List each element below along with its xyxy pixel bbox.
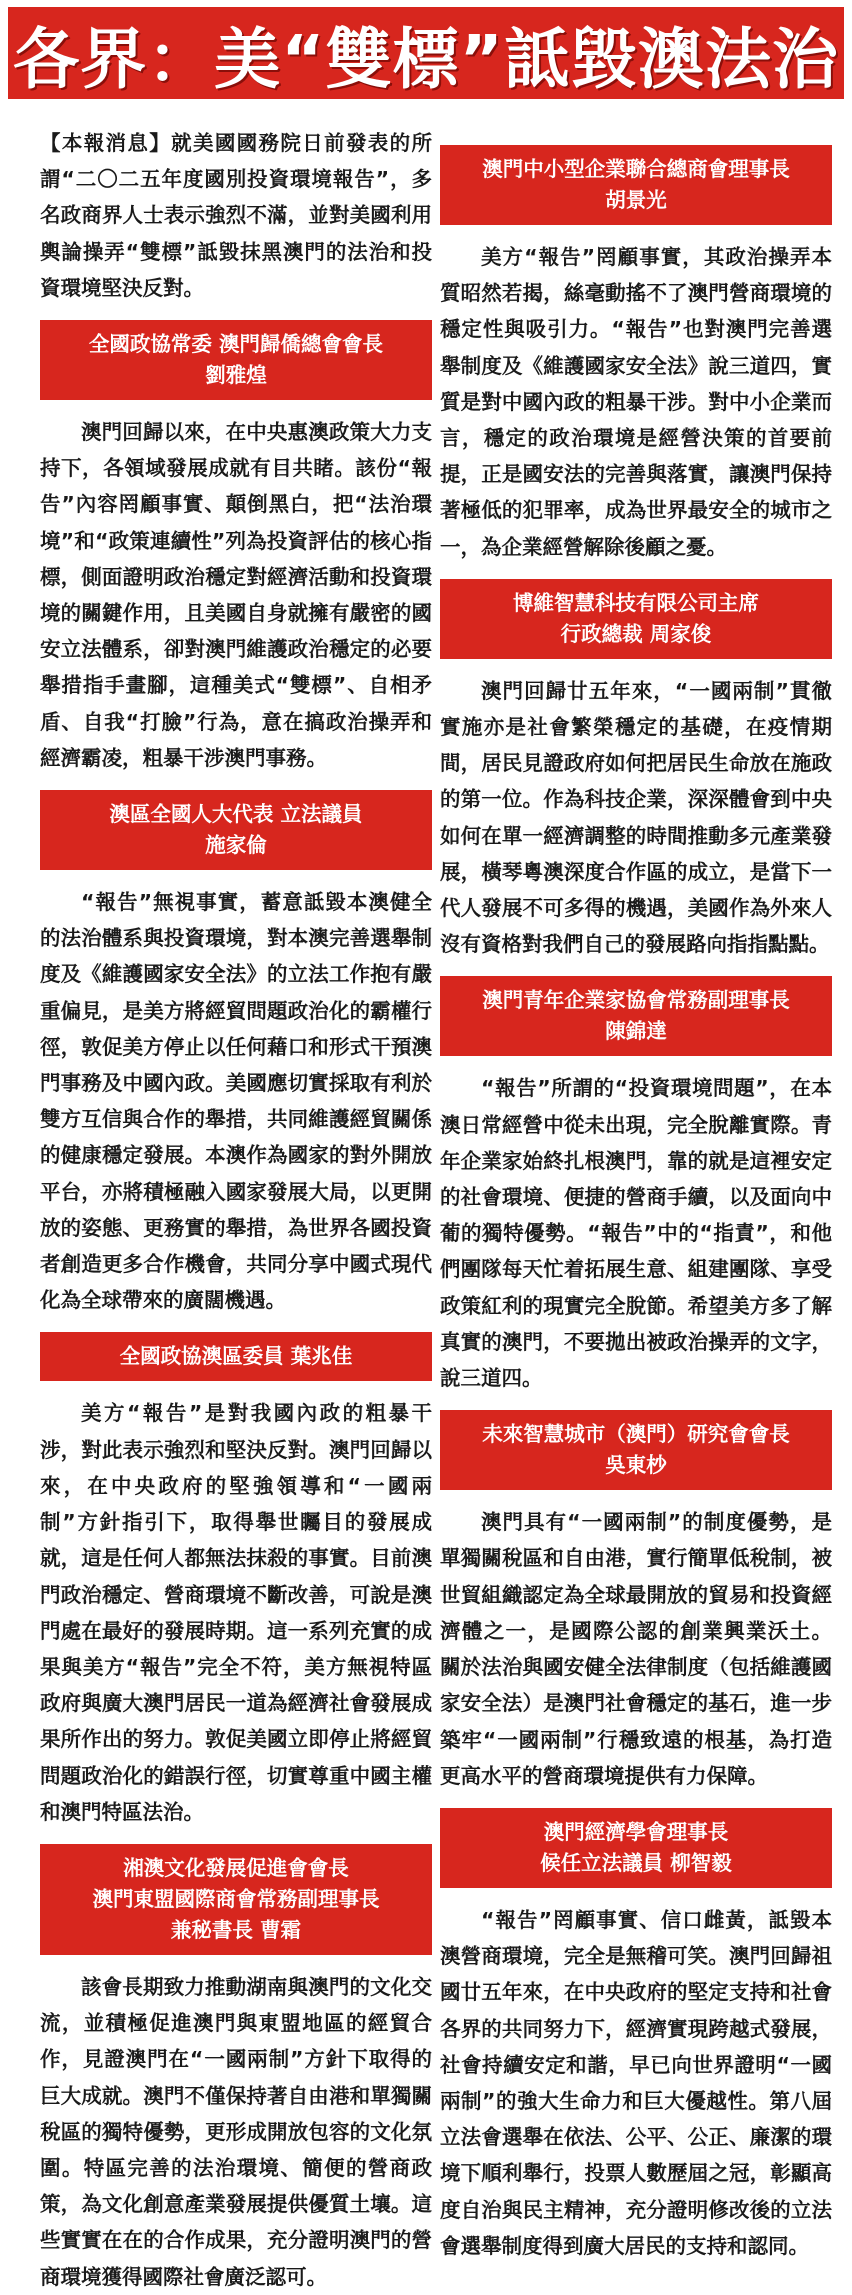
speaker-name-line: 行政總裁 周家俊	[560, 621, 712, 646]
speaker-title-line: 博維智慧科技有限公司主席	[513, 590, 759, 615]
statement-paragraph: “報告”罔顧事實、信口雌黃，詆毀本澳營商環境，完全是無稽可笑。澳門回歸祖國廿五年來，在中央政府的堅定支持和社會各界的共同努力下，經濟實現跨越式發展，社會持續安定和諧，早已向世界證明“一國兩制”的強大生命力和巨大優越性。第八屆立法會選舉在依法、公平、公正、廉潔的環境下順利舉行，投票人數歷屆之冠，彰顯高度自治與民主精神，充分證明修改後的立法會選舉制度得到廣大居民的支持和認同。	[440, 1907, 832, 2258]
statement-paragraph: “報告”無視事實，蓄意詆毀本澳健全的法治體系與投資環境，對本澳完善選舉制度及《維護國家安全法》的立法工作抱有嚴重偏見，是美方將經貿問題政治化的霸權行徑，敦促美方停止以任何藉口和形式干預澳門事務及中國內政。美國應切實採取有利於雙方互信與合作的舉措，共同維護經貿關係的健康穩定發展。本澳作為國家的對外開放平台，亦將積極融入國家發展大局，以更開放的姿態、更務實的舉措，為世界各國投資者創造更多合作機會，共同分享中國式現代化為全球帶來的廣闊機遇。	[40, 890, 432, 1313]
speaker-title-line: 澳門中小型企業聯合總商會理事長	[482, 157, 790, 181]
left-column	[40, 125, 432, 2295]
speaker-title-line: 澳門經濟學會理事長	[543, 1819, 729, 1844]
speaker-name-line: 劉雅煌	[205, 363, 267, 388]
speaker-title-line: 澳區全國人大代表 立法議員	[109, 802, 363, 827]
statement-paragraph: 澳門回歸以來，在中央惠澳政策大力支持下，各領域發展成就有目共睹。該份“報告”內容罔顧事實、顛倒黑白，把“法治環境”和“政策連續性”列為投資評估的核心指標，側面證明政治穩定對經濟活動和投資環境的關鍵作用，且美國自身就擁有嚴密的國安立法體系，卻對澳門維護政治穩定的必要舉措指手畫腳，這種美式“雙標”、自相矛盾、自我“打臉”行為，意在搞政治操弄和經濟霸凌，粗暴干涉澳門事務。	[40, 420, 432, 770]
speaker-name-line: 候任立法議員 柳智毅	[540, 1850, 732, 1875]
speaker-name-line: 施家倫	[205, 833, 267, 858]
speaker-name-line: 吳東杪	[605, 1453, 667, 1478]
headline: 各界：美“雙標”詆毀澳法治	[8, 7, 844, 99]
speaker-title-line: 全國政協常委 澳門歸僑總會會長	[88, 332, 384, 357]
speaker-title-line: 澳門東盟國際商會常務副理事長	[92, 1886, 380, 1911]
statement-paragraph: “報告”所謂的“投資環境問題”，在本澳日常經營中從未出現，完全脫離實際。青年企業家始終扎根澳門，靠的就是這裡安定的社會環境、便捷的營商手續，以及面向中葡的獨特優勢。“報告”中的“指責”，和他們團隊每天忙着拓展生意、組建團隊、享受政策紅利的現實完全脫節。希望美方多了解真實的澳門，不要拋出被政治操弄的文字，說三道四。	[440, 1076, 832, 1391]
speaker-banner	[440, 145, 832, 225]
statement-paragraph: 澳門具有“一國兩制”的制度優勢，是單獨關稅區和自由港，實行簡單低稅制，被世貿組織認定為全球最開放的貿易和投資經濟體之一，是國際公認的創業興業沃土。 關於法治與國安健全法律制度（包括維護國家安全法）是澳門社會穩定的基石，進一步築牢“一國兩制”行穩致遠的根基，為打造更高水平的營商環境提供有力保障。	[440, 1510, 832, 1788]
speaker-title-line: 湘澳文化發展促進會會長	[123, 1855, 349, 1880]
speaker-banner	[440, 579, 832, 659]
speaker-name-line: 陳錦達	[605, 1019, 667, 1044]
speaker-title-line: 未來智慧城市（澳門）研究會會長	[482, 1422, 790, 1447]
speaker-name-line: 胡景光	[605, 188, 667, 212]
speaker-banner	[440, 1410, 832, 1490]
speaker-banner	[40, 320, 432, 400]
speaker-banner	[40, 790, 432, 870]
statement-paragraph: 美方“報告”罔顧事實，其政治操弄本質昭然若揭，絲毫動搖不了澳門營商環境的穩定性與吸引力。“報告”也對澳門完善選舉制度及《維護國家安全法》說三道四，實質是對中國內政的粗暴干涉。對中小企業而言，穩定的政治環境是經營決策的首要前提，正是國安法的完善與落實，讓澳門保持著極低的犯罪率，成為世界最安全的城市之一，為企業經營解除後顧之憂。	[440, 245, 832, 559]
statement-paragraph: 澳門回歸廿五年來，“一國兩制”貫徹實施亦是社會繁榮穩定的基礎，在疫情期間，居民見證政府如何把居民生命放在施政的第一位。作為科技企業，深深體會到中央如何在單一經濟調整的時間推動多元產業發展，橫琴粵澳深度合作區的成立，是當下一代人發展不可多得的機遇，美國作為外來人沒有資格對我們自己的發展路向指指點點。	[440, 678, 832, 957]
right-column	[440, 125, 832, 2264]
speaker-name-line: 兼秘書長 曹霜	[170, 1917, 302, 1942]
speaker-banner	[40, 1332, 432, 1381]
speaker-banner	[440, 976, 832, 1056]
speaker-title-line: 澳門青年企業家協會常務副理事長	[482, 988, 790, 1013]
statement-paragraph: 該會長期致力推動湖南與澳門的文化交流，並積極促進澳門與東盟地區的經貿合作，見證澳門在“一國兩制”方針下取得的巨大成就。澳門不僅保持著自由港和單獨關稅區的獨特優勢，更形成開放包容的文化氛圍。特區完善的法治環境、簡便的營商政策，為文化創意產業發展提供優質土壤。這些實實在在的合作成果，充分證明澳門的營商環境獲得國際社會廣泛認可。	[40, 1974, 432, 2289]
statement-paragraph: 美方“報告”是對我國內政的粗暴干涉，對此表示強烈和堅決反對。澳門回歸以來，在中央政府的堅強領導和“一國兩制”方針指引下，取得舉世矚目的發展成就，這是任何人都無法抹殺的事實。目前澳門政治穩定、營商環境不斷改善，可說是澳門處在最好的發展時期。這一系列充實的成果與美方“報告”完全不符，美方無視特區政府與廣大澳門居民一道為經濟社會發展成果所作出的努力。敦促美國立即停止將經貿問題政治化的錯誤行徑，切實尊重中國主權和澳門特區法治。	[40, 1401, 432, 1824]
speaker-title-line: 全國政協澳區委員 葉兆佳	[119, 1344, 353, 1369]
speaker-banner	[440, 1808, 832, 1888]
intro-paragraph: 【本報消息】就美國國務院日前發表的所謂“二〇二五年度國別投資環境報告”，多名政商界人士表示強烈不滿，並對美國利用輿論操弄“雙標”詆毀抹黑澳門的法治和投資環境堅決反對。	[40, 131, 432, 300]
speaker-banner	[40, 1844, 432, 1955]
